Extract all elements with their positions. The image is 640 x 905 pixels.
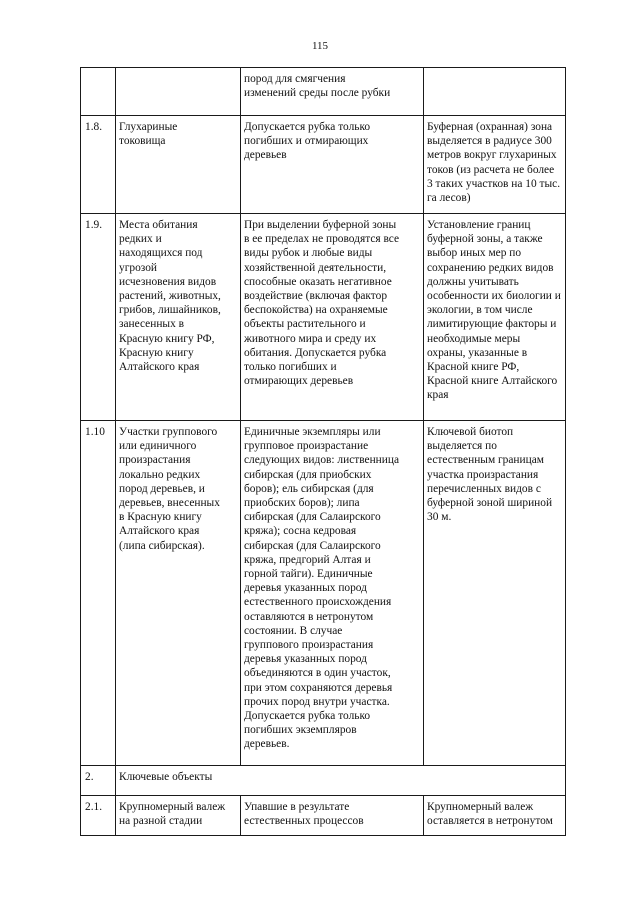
measure-cell: Буферная (охранная) зона выделяется в радиусе 300 метров вокруг глухариных токов (из расчета не более 3 таких участков на 10 тыс. га лесов) [424, 116, 566, 214]
table-row [81, 796, 566, 836]
row-number-cell: 1.10 [81, 421, 116, 766]
measure-cell [424, 68, 566, 116]
measure-cell: Установление границ буферной зоны, а также выбор иных мер по сохранению редких видов должны учитывать особенности их биологии и экологии, в том числе лимитирующие факторы и необходимые меры охраны, указанные в Красной книге РФ, Красной книге Алтайского края [424, 214, 566, 421]
table-row [81, 421, 566, 766]
measure-cell: Крупномерный валеж оставляется в нетронутом [424, 796, 566, 836]
row-number-cell [81, 68, 116, 116]
object-name-cell [116, 68, 241, 116]
table-row [81, 116, 566, 214]
object-name-cell: Места обитания редких и находящихся под угрозой исчезновения видов растений, животных, грибов, лишайников, занесенных в Красную книгу РФ, Красную книгу Алтайского края [116, 214, 241, 421]
row-number-cell: 2.1. [81, 796, 116, 836]
table-row [81, 68, 566, 116]
row-number-cell: 1.8. [81, 116, 116, 214]
row-number-cell: 1.9. [81, 214, 116, 421]
section-title-cell: Ключевые объекты [116, 766, 566, 796]
document-table [80, 67, 566, 836]
requirement-cell: Упавшие в результате естественных процессов [241, 796, 424, 836]
requirement-cell: Допускается рубка только погибших и отмирающих деревьев [241, 116, 424, 214]
object-name-cell: Участки группового или единичного произрастания локально редких пород деревьев, и деревьев, внесенных в Красную книгу Алтайского края (липа сибирская). [116, 421, 241, 766]
requirement-cell: пород для смягчения изменений среды после рубки [241, 68, 424, 116]
row-number-cell: 2. [81, 766, 116, 796]
requirement-cell: При выделении буферной зоны в ее пределах не проводятся все виды рубок и любые виды хозяйственной деятельности, способные оказать негативное воздействие (включая фактор беспокойства) на охраняемые объекты растительного и животного мира и среду их обитания. Допускается рубка только погибших и отмирающих деревьев [241, 214, 424, 421]
requirement-cell: Единичные экземпляры или групповое произрастание следующих видов: лиственница сибирская (для приобских боров); ель сибирская (для приобских боров); липа сибирская (для Салаирского кряжа); сосна кедровая сибирская (для Салаирского кряжа, предгорий Алтая и горной тайги). Единичные деревья указанных пород естественного происхождения оставляются в нетронутом состоянии. В случае группового произрастания деревья указанных пород объединяются в один участок, при этом сохраняются деревья прочих пород внутри участка. Допускается рубка только погибших экземпляров деревьев. [241, 421, 424, 766]
object-name-cell: Глухариные токовища [116, 116, 241, 214]
table-row [81, 214, 566, 421]
page-number: 115 [311, 40, 329, 52]
measure-cell: Ключевой биотоп выделяется по естественным границам участка произрастания перечисленных видов с буферной зоной шириной 30 м. [424, 421, 566, 766]
object-name-cell: Крупномерный валеж на разной стадии [116, 796, 241, 836]
table-row [81, 766, 566, 796]
